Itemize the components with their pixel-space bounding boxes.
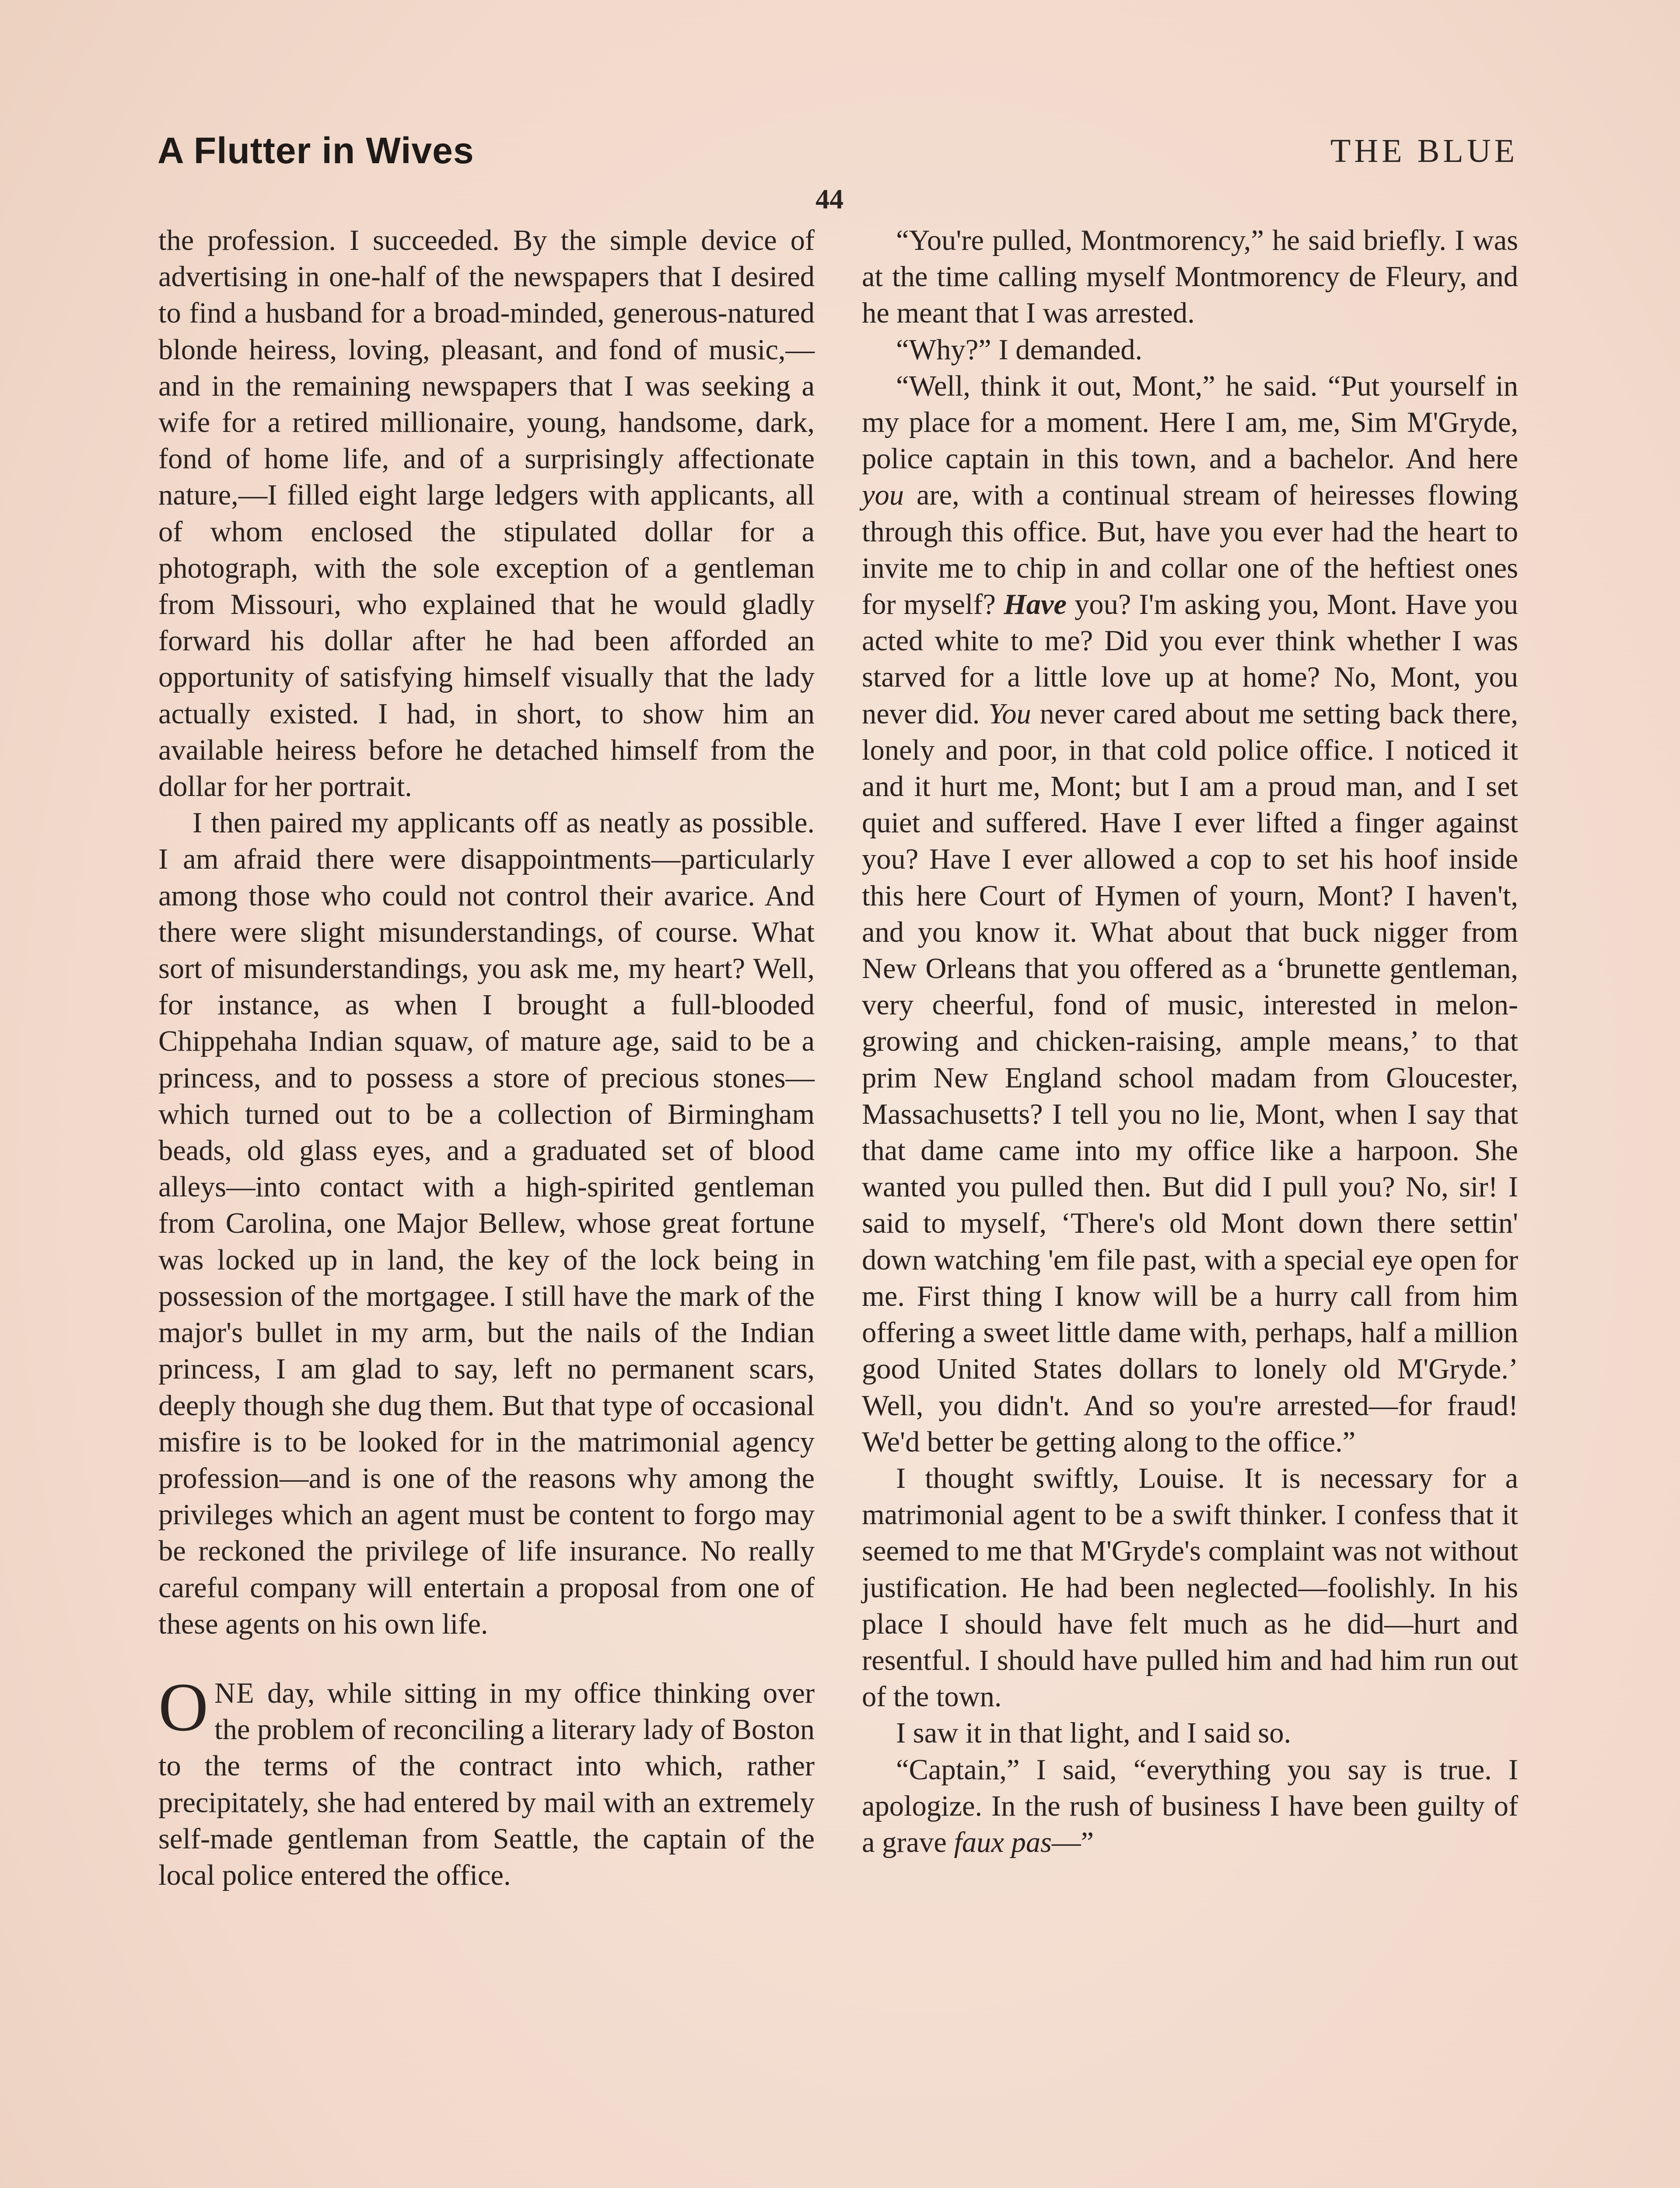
right-paragraph-3-part-c: you? I'm asking you, Mont. Have you acted white to me? Did you ever think whether I was starved for a little love up at home? No, Mont, you never did. <box>862 589 1518 730</box>
right-paragraph-3 <box>862 368 1518 1460</box>
right-paragraph-6-part-b: —” <box>1051 1826 1094 1858</box>
drop-cap: O <box>158 1669 209 1746</box>
left-paragraph-2: I then paired my applicants off as neatly as possible. I am afraid there were disappointments—particularly among those who could not control their avarice. And there were slight misunderstandings, of course. What sort of misunderstandings, you ask me, my heart? Well, for instance, as when I brought a full-blooded Chippehaha Indian squaw, of mature age, said to be a princess, and to possess a store of precious stones—which turned out to be a collection of Birmingham beads, old glass eyes, and a graduated set of blood alleys—into contact with a high-spirited gentleman from Carolina, one Major Bellew, whose great fortune was locked up in land, the key of the lock being in possession of the mortgagee. I still have the mark of the major's bullet in my arm, but the nails of the Indian princess, I am glad to say, left no permanent scars, deeply though she dug them. But that type of occasional misfire is to be looked for in the matrimonial agency profession—and is one of the reasons why among the privileges which an agent must be content to forgo may be reckoned the privilege of life insurance. No really careful company will entertain a proposal from one of these agents on his own life. <box>158 807 815 1640</box>
page-number: 44 <box>816 183 844 214</box>
right-paragraph-6-part-a: “Captain,” I said, “everything you say is true. I apologize. In the rush of business I have been guilty of a grave <box>862 1753 1518 1858</box>
section-opening-word: NE <box>214 1677 255 1709</box>
right-paragraph-5: I saw it in that light, and I said so. <box>896 1717 1292 1750</box>
left-text-column <box>158 222 815 1893</box>
left-paragraph-3-text: day, while sitting in my office thinking over the problem of reconciling a literary lady of Boston to the terms of the contract into which, rather precipitately, she had entered by mail with an extremely self-made gentleman from Seattle, the captain of the local police entered the office. <box>158 1677 815 1891</box>
emphasis-you: you <box>862 479 904 512</box>
right-paragraph-1: “You're pulled, Montmorency,” he said briefly. I was at the time calling myself Montmorency de Fleury, and he meant that I was arrested. <box>862 224 1518 330</box>
story-title: A Flutter in Wives <box>158 130 474 171</box>
emphasis-have: Have <box>1004 589 1067 621</box>
right-paragraph-3-part-a: “Well, think it out, Mont,” he said. “Put yourself in my place for a moment. Here I am, me, Sim M'Gryde, police captain in this town, and a bachelor. And here <box>862 370 1518 475</box>
right-text-column <box>862 222 1518 1861</box>
left-paragraph-1: the profession. I succeeded. By the simple device of advertising in one-half of the newspapers that I desired to find a husband for a broad-minded, generous-natured blonde heiress, loving, pleasant, and fond of music,—and in the remaining newspapers that I was seeking a wife for a retired millionaire, young, handsome, dark, fond of home life, and of a surprisingly affectionate nature,—I filled eight large ledgers with applicants, all of whom enclosed the stipulated dollar for a photograph, with the sole exception of a gentleman from Missouri, who explained that he would gladly forward his dollar after he had been afforded an opportunity of satisfying himself visually that the lady actually existed. I had, in short, to show him an available heiress before he detached himself from the dollar for her portrait. <box>158 224 815 803</box>
right-paragraph-3-part-d: never cared about me setting back there, lonely and poor, in that cold police office. I noticed it and it hurt me, Mont; but I am a proud man, and I set quiet and suffered. Have I ever lifted a finger against you? Have I ever allowed a cop to set his hoof inside this here Court of Hymen of yourn, Mont? I haven't, and you know it. What about that buck nigger from New Orleans that you offered as a ‘brunette gentleman, very cheerful, fond of music, interested in melon-growing and chicken-raising, ample means,’ to that prim New England school madam from Gloucester, Massachusetts? I tell you no lie, Mont, when I say that that dame came into my office like a harpoon. She wanted you pulled then. But did I pull you? No, sir! I said to myself, ‘There's old Mont down there settin' down watching 'em file past, with a special eye open for me. First thing I know will be a hurry call from him offering a sweet little dame with, perhaps, half a million good United States dollars to lonely old M'Gryde.’ Well, you didn't. And so you're arrested—for fraud! We'd better be getting along to the office.” <box>862 698 1518 1458</box>
emphasis-faux-pas: faux pas <box>954 1826 1052 1858</box>
magazine-name: THE BLUE <box>1330 133 1518 169</box>
emphasis-you-2: You <box>988 698 1031 730</box>
right-paragraph-2: “Why?” I demanded. <box>896 333 1143 366</box>
right-paragraph-6 <box>862 1752 1518 1861</box>
right-paragraph-3-part-b: are, with a continual stream of heiresses flowing through this office. But, have you ever had the heart to invite me to chip in and collar one of the heftiest ones for myself? <box>862 479 1518 621</box>
left-paragraph-3 <box>158 1669 815 1893</box>
right-paragraph-4: I thought swiftly, Louise. It is necessary for a matrimonial agent to be a swift thinker. I confess that it seemed to me that M'Gryde's complaint was not without justification. He had been neglected—foolishly. In his place I should have felt much as he did—hurt and resentful. I should have pulled him and had him run out of the town. <box>862 1462 1518 1713</box>
